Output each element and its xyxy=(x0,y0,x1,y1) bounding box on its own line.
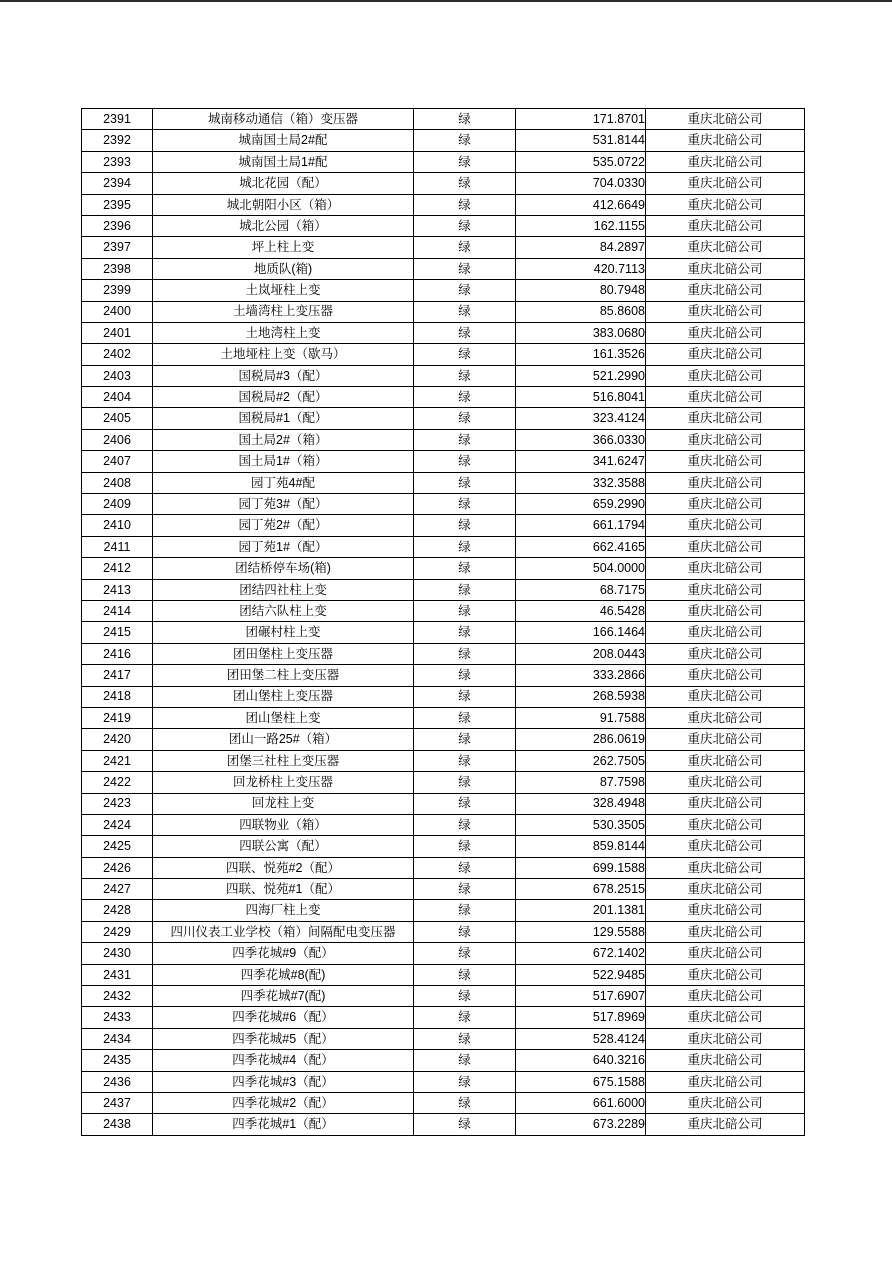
table-row xyxy=(82,900,805,921)
cell-company: 重庆北碚公司 xyxy=(646,109,805,130)
cell-value: 521.2990 xyxy=(516,365,646,386)
table-row xyxy=(82,280,805,301)
cell-id: 2431 xyxy=(82,964,153,985)
cell-company: 重庆北碚公司 xyxy=(646,558,805,579)
cell-id: 2392 xyxy=(82,130,153,151)
cell-status: 绿 xyxy=(414,964,516,985)
cell-name: 四季花城#5（配） xyxy=(153,1028,414,1049)
cell-company: 重庆北碚公司 xyxy=(646,643,805,664)
cell-company: 重庆北碚公司 xyxy=(646,365,805,386)
cell-value: 161.3526 xyxy=(516,344,646,365)
cell-id: 2424 xyxy=(82,814,153,835)
table-row xyxy=(82,258,805,279)
cell-company: 重庆北碚公司 xyxy=(646,772,805,793)
table-row xyxy=(82,964,805,985)
cell-status: 绿 xyxy=(414,194,516,215)
cell-id: 2427 xyxy=(82,879,153,900)
cell-name: 四季花城#6（配） xyxy=(153,1007,414,1028)
cell-id: 2429 xyxy=(82,921,153,942)
cell-status: 绿 xyxy=(414,729,516,750)
cell-value: 659.2990 xyxy=(516,494,646,515)
cell-value: 332.3588 xyxy=(516,472,646,493)
cell-value: 678.2515 xyxy=(516,879,646,900)
cell-id: 2409 xyxy=(82,494,153,515)
cell-value: 166.1464 xyxy=(516,622,646,643)
cell-company: 重庆北碚公司 xyxy=(646,1114,805,1135)
table-row xyxy=(82,643,805,664)
table-row xyxy=(82,622,805,643)
cell-name: 四联公寓（配） xyxy=(153,836,414,857)
cell-company: 重庆北碚公司 xyxy=(646,322,805,343)
cell-id: 2432 xyxy=(82,986,153,1007)
cell-id: 2433 xyxy=(82,1007,153,1028)
cell-id: 2417 xyxy=(82,665,153,686)
table-row xyxy=(82,151,805,172)
cell-status: 绿 xyxy=(414,857,516,878)
cell-status: 绿 xyxy=(414,365,516,386)
cell-id: 2393 xyxy=(82,151,153,172)
cell-id: 2416 xyxy=(82,643,153,664)
table-row xyxy=(82,579,805,600)
cell-status: 绿 xyxy=(414,836,516,857)
table-row xyxy=(82,814,805,835)
cell-name: 四联、悦苑#1（配） xyxy=(153,879,414,900)
cell-value: 80.7948 xyxy=(516,280,646,301)
cell-status: 绿 xyxy=(414,1071,516,1092)
cell-value: 859.8144 xyxy=(516,836,646,857)
cell-value: 208.0443 xyxy=(516,643,646,664)
cell-status: 绿 xyxy=(414,429,516,450)
cell-name: 城北公园（箱） xyxy=(153,215,414,236)
cell-company: 重庆北碚公司 xyxy=(646,900,805,921)
table-row xyxy=(82,857,805,878)
cell-status: 绿 xyxy=(414,258,516,279)
cell-id: 2397 xyxy=(82,237,153,258)
table-row xyxy=(82,686,805,707)
cell-status: 绿 xyxy=(414,600,516,621)
table-row xyxy=(82,1007,805,1028)
cell-id: 2436 xyxy=(82,1071,153,1092)
cell-id: 2395 xyxy=(82,194,153,215)
cell-name: 国土局1#（箱） xyxy=(153,451,414,472)
cell-status: 绿 xyxy=(414,579,516,600)
cell-value: 517.8969 xyxy=(516,1007,646,1028)
cell-company: 重庆北碚公司 xyxy=(646,494,805,515)
cell-name: 四季花城#1（配） xyxy=(153,1114,414,1135)
cell-status: 绿 xyxy=(414,793,516,814)
cell-value: 91.7588 xyxy=(516,707,646,728)
cell-status: 绿 xyxy=(414,772,516,793)
table-row xyxy=(82,130,805,151)
cell-name: 团结六队柱上变 xyxy=(153,600,414,621)
cell-company: 重庆北碚公司 xyxy=(646,600,805,621)
cell-value: 675.1588 xyxy=(516,1071,646,1092)
cell-name: 土墙湾柱上变压器 xyxy=(153,301,414,322)
cell-company: 重庆北碚公司 xyxy=(646,1028,805,1049)
cell-company: 重庆北碚公司 xyxy=(646,387,805,408)
cell-value: 517.6907 xyxy=(516,986,646,1007)
cell-status: 绿 xyxy=(414,665,516,686)
table-row xyxy=(82,729,805,750)
table-row xyxy=(82,194,805,215)
cell-id: 2412 xyxy=(82,558,153,579)
cell-value: 531.8144 xyxy=(516,130,646,151)
table-row xyxy=(82,536,805,557)
table-row xyxy=(82,429,805,450)
cell-company: 重庆北碚公司 xyxy=(646,921,805,942)
cell-id: 2413 xyxy=(82,579,153,600)
cell-id: 2399 xyxy=(82,280,153,301)
cell-id: 2438 xyxy=(82,1114,153,1135)
cell-company: 重庆北碚公司 xyxy=(646,964,805,985)
cell-id: 2418 xyxy=(82,686,153,707)
table-row xyxy=(82,558,805,579)
cell-company: 重庆北碚公司 xyxy=(646,750,805,771)
cell-status: 绿 xyxy=(414,643,516,664)
cell-value: 661.6000 xyxy=(516,1092,646,1113)
cell-id: 2435 xyxy=(82,1050,153,1071)
table-row xyxy=(82,301,805,322)
cell-id: 2421 xyxy=(82,750,153,771)
cell-status: 绿 xyxy=(414,109,516,130)
table-row xyxy=(82,600,805,621)
table-row xyxy=(82,472,805,493)
cell-company: 重庆北碚公司 xyxy=(646,194,805,215)
cell-name: 国税局#2（配） xyxy=(153,387,414,408)
cell-status: 绿 xyxy=(414,707,516,728)
table-row xyxy=(82,879,805,900)
cell-status: 绿 xyxy=(414,1007,516,1028)
cell-id: 2410 xyxy=(82,515,153,536)
cell-status: 绿 xyxy=(414,558,516,579)
cell-status: 绿 xyxy=(414,686,516,707)
cell-value: 268.5938 xyxy=(516,686,646,707)
cell-value: 328.4948 xyxy=(516,793,646,814)
cell-company: 重庆北碚公司 xyxy=(646,793,805,814)
cell-name: 回龙桥柱上变压器 xyxy=(153,772,414,793)
cell-id: 2404 xyxy=(82,387,153,408)
cell-status: 绿 xyxy=(414,943,516,964)
cell-name: 团田堡二柱上变压器 xyxy=(153,665,414,686)
cell-name: 四季花城#9（配） xyxy=(153,943,414,964)
cell-value: 46.5428 xyxy=(516,600,646,621)
cell-status: 绿 xyxy=(414,986,516,1007)
table-row xyxy=(82,986,805,1007)
cell-status: 绿 xyxy=(414,387,516,408)
cell-company: 重庆北碚公司 xyxy=(646,1092,805,1113)
cell-value: 704.0330 xyxy=(516,173,646,194)
cell-value: 68.7175 xyxy=(516,579,646,600)
cell-status: 绿 xyxy=(414,879,516,900)
cell-company: 重庆北碚公司 xyxy=(646,707,805,728)
cell-id: 2430 xyxy=(82,943,153,964)
table-row xyxy=(82,173,805,194)
cell-value: 84.2897 xyxy=(516,237,646,258)
cell-status: 绿 xyxy=(414,215,516,236)
table-row xyxy=(82,515,805,536)
cell-name: 土地湾柱上变 xyxy=(153,322,414,343)
table-row xyxy=(82,344,805,365)
cell-company: 重庆北碚公司 xyxy=(646,408,805,429)
cell-status: 绿 xyxy=(414,494,516,515)
table-row xyxy=(82,387,805,408)
cell-value: 162.1155 xyxy=(516,215,646,236)
cell-status: 绿 xyxy=(414,451,516,472)
cell-name: 园丁苑2#（配） xyxy=(153,515,414,536)
cell-company: 重庆北碚公司 xyxy=(646,986,805,1007)
cell-id: 2428 xyxy=(82,900,153,921)
cell-name: 四季花城#2（配） xyxy=(153,1092,414,1113)
cell-id: 2402 xyxy=(82,344,153,365)
cell-name: 地质队(箱) xyxy=(153,258,414,279)
cell-value: 341.6247 xyxy=(516,451,646,472)
cell-value: 530.3505 xyxy=(516,814,646,835)
cell-id: 2423 xyxy=(82,793,153,814)
cell-value: 323.4124 xyxy=(516,408,646,429)
table-row xyxy=(82,1092,805,1113)
cell-status: 绿 xyxy=(414,1050,516,1071)
cell-company: 重庆北碚公司 xyxy=(646,344,805,365)
cell-value: 504.0000 xyxy=(516,558,646,579)
cell-value: 171.8701 xyxy=(516,109,646,130)
cell-status: 绿 xyxy=(414,921,516,942)
cell-value: 699.1588 xyxy=(516,857,646,878)
table-row xyxy=(82,772,805,793)
cell-status: 绿 xyxy=(414,900,516,921)
cell-id: 2425 xyxy=(82,836,153,857)
cell-value: 662.4165 xyxy=(516,536,646,557)
cell-value: 673.2289 xyxy=(516,1114,646,1135)
cell-status: 绿 xyxy=(414,814,516,835)
cell-status: 绿 xyxy=(414,151,516,172)
cell-company: 重庆北碚公司 xyxy=(646,258,805,279)
cell-name: 四联、悦苑#2（配） xyxy=(153,857,414,878)
cell-name: 园丁苑1#（配） xyxy=(153,536,414,557)
cell-value: 420.7113 xyxy=(516,258,646,279)
table-row xyxy=(82,1071,805,1092)
window-top-edge xyxy=(0,0,892,2)
table-row xyxy=(82,707,805,728)
cell-status: 绿 xyxy=(414,1114,516,1135)
cell-id: 2400 xyxy=(82,301,153,322)
table-row xyxy=(82,1114,805,1135)
table-row xyxy=(82,1028,805,1049)
cell-name: 坪上柱上变 xyxy=(153,237,414,258)
cell-name: 回龙柱上变 xyxy=(153,793,414,814)
cell-status: 绿 xyxy=(414,322,516,343)
cell-id: 2401 xyxy=(82,322,153,343)
cell-id: 2408 xyxy=(82,472,153,493)
cell-name: 团田堡柱上变压器 xyxy=(153,643,414,664)
cell-name: 城北花园（配） xyxy=(153,173,414,194)
cell-status: 绿 xyxy=(414,237,516,258)
cell-company: 重庆北碚公司 xyxy=(646,943,805,964)
cell-name: 四联物业（箱） xyxy=(153,814,414,835)
cell-status: 绿 xyxy=(414,301,516,322)
cell-name: 土地垭柱上变（歇马） xyxy=(153,344,414,365)
cell-company: 重庆北碚公司 xyxy=(646,301,805,322)
cell-id: 2422 xyxy=(82,772,153,793)
cell-id: 2434 xyxy=(82,1028,153,1049)
cell-company: 重庆北碚公司 xyxy=(646,1007,805,1028)
cell-name: 土岚垭柱上变 xyxy=(153,280,414,301)
cell-name: 国土局2#（箱） xyxy=(153,429,414,450)
cell-company: 重庆北碚公司 xyxy=(646,836,805,857)
cell-name: 团碾村柱上变 xyxy=(153,622,414,643)
cell-value: 85.8608 xyxy=(516,301,646,322)
cell-value: 286.0619 xyxy=(516,729,646,750)
cell-status: 绿 xyxy=(414,515,516,536)
cell-id: 2419 xyxy=(82,707,153,728)
table-row xyxy=(82,451,805,472)
cell-id: 2403 xyxy=(82,365,153,386)
cell-company: 重庆北碚公司 xyxy=(646,451,805,472)
cell-company: 重庆北碚公司 xyxy=(646,665,805,686)
cell-status: 绿 xyxy=(414,1028,516,1049)
cell-status: 绿 xyxy=(414,750,516,771)
cell-id: 2396 xyxy=(82,215,153,236)
cell-id: 2398 xyxy=(82,258,153,279)
cell-name: 国税局#3（配） xyxy=(153,365,414,386)
cell-value: 87.7598 xyxy=(516,772,646,793)
table-row xyxy=(82,408,805,429)
cell-name: 园丁苑3#（配） xyxy=(153,494,414,515)
cell-value: 640.3216 xyxy=(516,1050,646,1071)
cell-value: 333.2866 xyxy=(516,665,646,686)
cell-name: 团山一路25#（箱） xyxy=(153,729,414,750)
cell-id: 2407 xyxy=(82,451,153,472)
cell-company: 重庆北碚公司 xyxy=(646,622,805,643)
cell-status: 绿 xyxy=(414,1092,516,1113)
cell-name: 城南移动通信（箱）变压器 xyxy=(153,109,414,130)
cell-name: 城南国土局1#配 xyxy=(153,151,414,172)
cell-name: 城北朝阳小区（箱） xyxy=(153,194,414,215)
cell-name: 团结桥停车场(箱) xyxy=(153,558,414,579)
cell-company: 重庆北碚公司 xyxy=(646,814,805,835)
table-row xyxy=(82,322,805,343)
cell-company: 重庆北碚公司 xyxy=(646,1050,805,1071)
cell-value: 522.9485 xyxy=(516,964,646,985)
cell-status: 绿 xyxy=(414,536,516,557)
cell-company: 重庆北碚公司 xyxy=(646,280,805,301)
table-row xyxy=(82,750,805,771)
cell-company: 重庆北碚公司 xyxy=(646,173,805,194)
cell-value: 129.5588 xyxy=(516,921,646,942)
cell-id: 2420 xyxy=(82,729,153,750)
table-row xyxy=(82,237,805,258)
cell-value: 516.8041 xyxy=(516,387,646,408)
cell-company: 重庆北碚公司 xyxy=(646,729,805,750)
table-row xyxy=(82,793,805,814)
cell-company: 重庆北碚公司 xyxy=(646,1071,805,1092)
cell-value: 661.1794 xyxy=(516,515,646,536)
cell-status: 绿 xyxy=(414,472,516,493)
table-row xyxy=(82,215,805,236)
cell-status: 绿 xyxy=(414,173,516,194)
cell-name: 团山堡柱上变压器 xyxy=(153,686,414,707)
cell-name: 团结四社柱上变 xyxy=(153,579,414,600)
cell-company: 重庆北碚公司 xyxy=(646,429,805,450)
cell-company: 重庆北碚公司 xyxy=(646,472,805,493)
cell-company: 重庆北碚公司 xyxy=(646,515,805,536)
cell-id: 2394 xyxy=(82,173,153,194)
cell-name: 团堡三社柱上变压器 xyxy=(153,750,414,771)
cell-name: 团山堡柱上变 xyxy=(153,707,414,728)
cell-company: 重庆北碚公司 xyxy=(646,151,805,172)
cell-id: 2415 xyxy=(82,622,153,643)
table-row xyxy=(82,943,805,964)
cell-name: 四季花城#8(配) xyxy=(153,964,414,985)
cell-company: 重庆北碚公司 xyxy=(646,237,805,258)
cell-value: 672.1402 xyxy=(516,943,646,964)
table-row xyxy=(82,665,805,686)
cell-status: 绿 xyxy=(414,280,516,301)
cell-value: 535.0722 xyxy=(516,151,646,172)
table-row xyxy=(82,109,805,130)
table-row xyxy=(82,1050,805,1071)
table-row xyxy=(82,921,805,942)
cell-id: 2414 xyxy=(82,600,153,621)
cell-value: 366.0330 xyxy=(516,429,646,450)
cell-company: 重庆北碚公司 xyxy=(646,879,805,900)
cell-name: 四季花城#4（配） xyxy=(153,1050,414,1071)
cell-company: 重庆北碚公司 xyxy=(646,686,805,707)
cell-company: 重庆北碚公司 xyxy=(646,857,805,878)
table-row xyxy=(82,494,805,515)
cell-value: 412.6649 xyxy=(516,194,646,215)
table-row xyxy=(82,365,805,386)
cell-value: 528.4124 xyxy=(516,1028,646,1049)
cell-id: 2437 xyxy=(82,1092,153,1113)
cell-value: 262.7505 xyxy=(516,750,646,771)
cell-value: 201.1381 xyxy=(516,900,646,921)
cell-status: 绿 xyxy=(414,130,516,151)
cell-name: 四季花城#3（配） xyxy=(153,1071,414,1092)
cell-status: 绿 xyxy=(414,344,516,365)
cell-company: 重庆北碚公司 xyxy=(646,579,805,600)
cell-company: 重庆北碚公司 xyxy=(646,215,805,236)
cell-name: 四川仪表工业学校（箱）间隔配电变压器 xyxy=(153,921,414,942)
cell-company: 重庆北碚公司 xyxy=(646,130,805,151)
cell-name: 国税局#1（配） xyxy=(153,408,414,429)
cell-name: 四季花城#7(配) xyxy=(153,986,414,1007)
cell-id: 2426 xyxy=(82,857,153,878)
cell-name: 园丁苑4#配 xyxy=(153,472,414,493)
cell-status: 绿 xyxy=(414,622,516,643)
cell-id: 2406 xyxy=(82,429,153,450)
table-row xyxy=(82,836,805,857)
cell-name: 城南国土局2#配 xyxy=(153,130,414,151)
table-body xyxy=(82,109,805,1136)
cell-value: 383.0680 xyxy=(516,322,646,343)
cell-id: 2411 xyxy=(82,536,153,557)
transformer-table xyxy=(81,108,805,1136)
cell-company: 重庆北碚公司 xyxy=(646,536,805,557)
cell-name: 四海厂柱上变 xyxy=(153,900,414,921)
cell-id: 2391 xyxy=(82,109,153,130)
cell-status: 绿 xyxy=(414,408,516,429)
cell-id: 2405 xyxy=(82,408,153,429)
